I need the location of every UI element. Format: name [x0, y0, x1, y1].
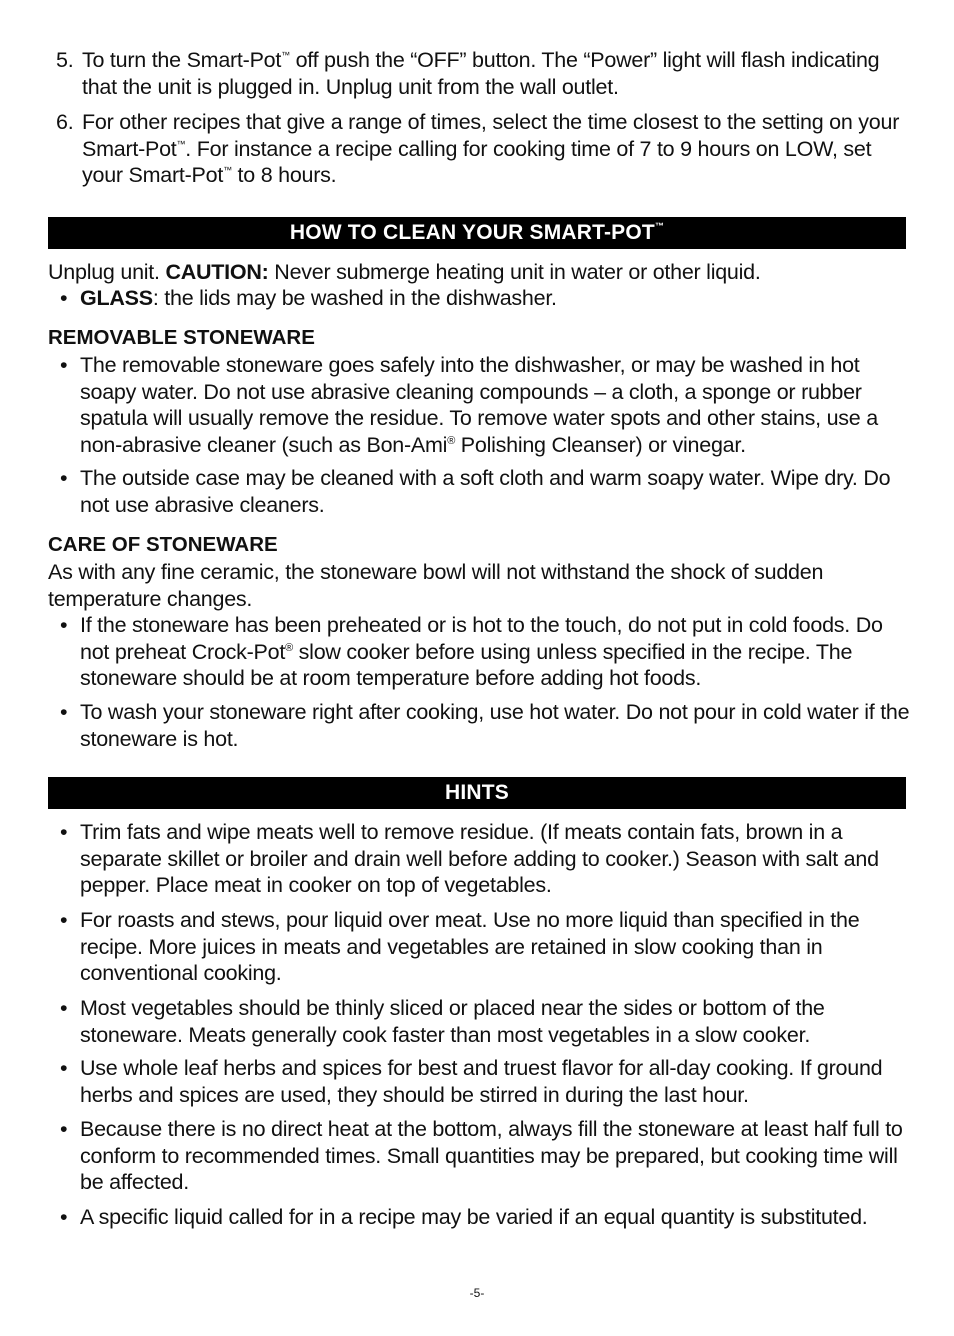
care-bullet-1: [60, 612, 910, 692]
bullet-mark: •: [60, 466, 68, 490]
care-bullet-2: [60, 699, 910, 752]
section-bar-how-to-clean: [48, 217, 906, 249]
item-text-part: to 8 hours.: [231, 163, 337, 187]
glass-bullet-item: [60, 285, 910, 312]
intro-text: Unplug unit.: [48, 260, 166, 284]
section-bar-hints: [48, 777, 906, 809]
hint-bullet-2: [60, 907, 910, 987]
bullet-text: [80, 612, 910, 692]
registered-symbol: ®: [447, 434, 456, 447]
registered-symbol: ®: [285, 641, 293, 654]
item-number: 5.: [56, 48, 74, 72]
glass-label: GLASS: [80, 286, 153, 310]
subheading-care-of-stoneware: CARE OF STONEWARE: [48, 533, 278, 556]
section-heading: HOW TO CLEAN YOUR SMART-POT: [289, 221, 655, 244]
bullet-text-part: Polishing Cleanser) or vinegar.: [455, 432, 746, 457]
trademark-symbol: ™: [281, 50, 290, 60]
bullet-text: Use whole leaf herbs and spices for best and truest flavor for all-day cooking. If ground herbs and spices are used, they should be stirred in during the last hour.: [80, 1056, 883, 1107]
item-text: [82, 47, 911, 100]
hint-bullet-5: [60, 1116, 910, 1196]
caution-label: CAUTION:: [165, 260, 269, 284]
item-text: [82, 109, 911, 189]
bullet-text: [80, 285, 910, 312]
bullet-text: To wash your stoneware right after cooking, use hot water. Do not pour in cold water if the stoneware is hot.: [80, 700, 910, 751]
item-number: 6.: [56, 110, 74, 134]
bullet-mark: •: [60, 996, 68, 1020]
instruction-item-5: [56, 47, 911, 100]
bullet-text: Most vegetables should be thinly sliced or placed near the sides or bottom of the stoneware. Meats generally cook faster than most vegetables in a slow cooker.: [80, 996, 825, 1047]
bullet-text: The outside case may be cleaned with a soft cloth and warm soapy water. Wipe dry. Do not use abrasive cleaners.: [80, 466, 891, 517]
bullet-text: [80, 352, 910, 458]
item-text-part: To turn the Smart-Pot: [82, 48, 282, 72]
bullet-mark: •: [60, 908, 68, 932]
item-text-part: off push the “OFF” button. The “Power” light will flash indicating that the unit is plugged in. Unplug unit from the wall outlet.: [82, 48, 880, 99]
bullet-mark: •: [60, 353, 68, 377]
hint-bullet-1: [60, 819, 910, 899]
clean-intro: [48, 259, 908, 286]
bullet-text-part: slow cooker before using unless specified in the recipe. The stoneware should be at room temperature before adding hot foods.: [80, 639, 853, 690]
bullet-text: For roasts and stews, pour liquid over meat. Use no more liquid than specified in the recipe. More juices in meats and vegetables are retained in slow cooking than in conventional cooking.: [80, 908, 860, 985]
instruction-item-6: [56, 109, 911, 189]
bullet-mark: •: [60, 1205, 68, 1229]
hint-bullet-3: [60, 995, 910, 1048]
trademark-symbol: ™: [176, 138, 186, 149]
trademark-symbol: ™: [654, 221, 665, 231]
bullet-text-part: If the stoneware has been preheated or is hot to the touch, do not put in cold foods. Do not preheat Crock-Pot: [80, 613, 883, 664]
item-text-part: . For instance a recipe calling for cooking time of 7 to 9 hours on LOW, set your Smart-Pot: [82, 136, 872, 187]
bullet-mark: •: [60, 1056, 68, 1080]
removable-bullet-1: [60, 352, 910, 458]
bullet-mark: •: [60, 700, 68, 724]
bullet-text: A specific liquid called for in a recipe may be varied if an equal quantity is substituted.: [80, 1205, 868, 1229]
hint-bullet-6: [60, 1204, 910, 1231]
page-number: -5-: [469, 1286, 485, 1300]
bullet-text: Trim fats and wipe meats well to remove residue. (If meats contain fats, brown in a separate skillet or broiler and drain well before adding to cooker.) Season with salt and pepper. Place meat in cooker on top of vegetables.: [80, 820, 879, 897]
bullet-mark: •: [60, 820, 68, 844]
care-intro: As with any fine ceramic, the stoneware bowl will not withstand the shock of sudden temperature changes.: [48, 560, 824, 611]
intro-text: Never submerge heating unit in water or other liquid.: [268, 260, 761, 284]
hint-bullet-4: [60, 1055, 910, 1108]
trademark-symbol: ™: [223, 165, 232, 175]
bullet-text: Because there is no direct heat at the bottom, always fill the stoneware at least half full to conform to recommended times. Small quantities may be prepared, but cooking time will be affected.: [80, 1117, 903, 1194]
item-text-part: For other recipes that give a range of times, select the time closest to the setting on your Smart-Pot: [82, 110, 900, 161]
glass-text: : the lids may be washed in the dishwasher.: [152, 286, 557, 310]
subheading-removable-stoneware: REMOVABLE STONEWARE: [48, 326, 315, 349]
bullet-mark: •: [60, 1117, 68, 1141]
section-heading: HINTS: [445, 781, 509, 804]
bullet-text-part: The removable stoneware goes safely into the dishwasher, or may be washed in hot soapy water. Do not use abrasive cleaning compounds – a cloth, a sponge or rubber spatula will usually remove the residue. To remove water spots and other stains, use a non-abrasive cleaner (such as Bon-Ami: [80, 353, 878, 457]
bullet-mark: •: [60, 613, 68, 637]
bullet-mark: •: [60, 286, 68, 310]
removable-bullet-2: [60, 465, 910, 518]
